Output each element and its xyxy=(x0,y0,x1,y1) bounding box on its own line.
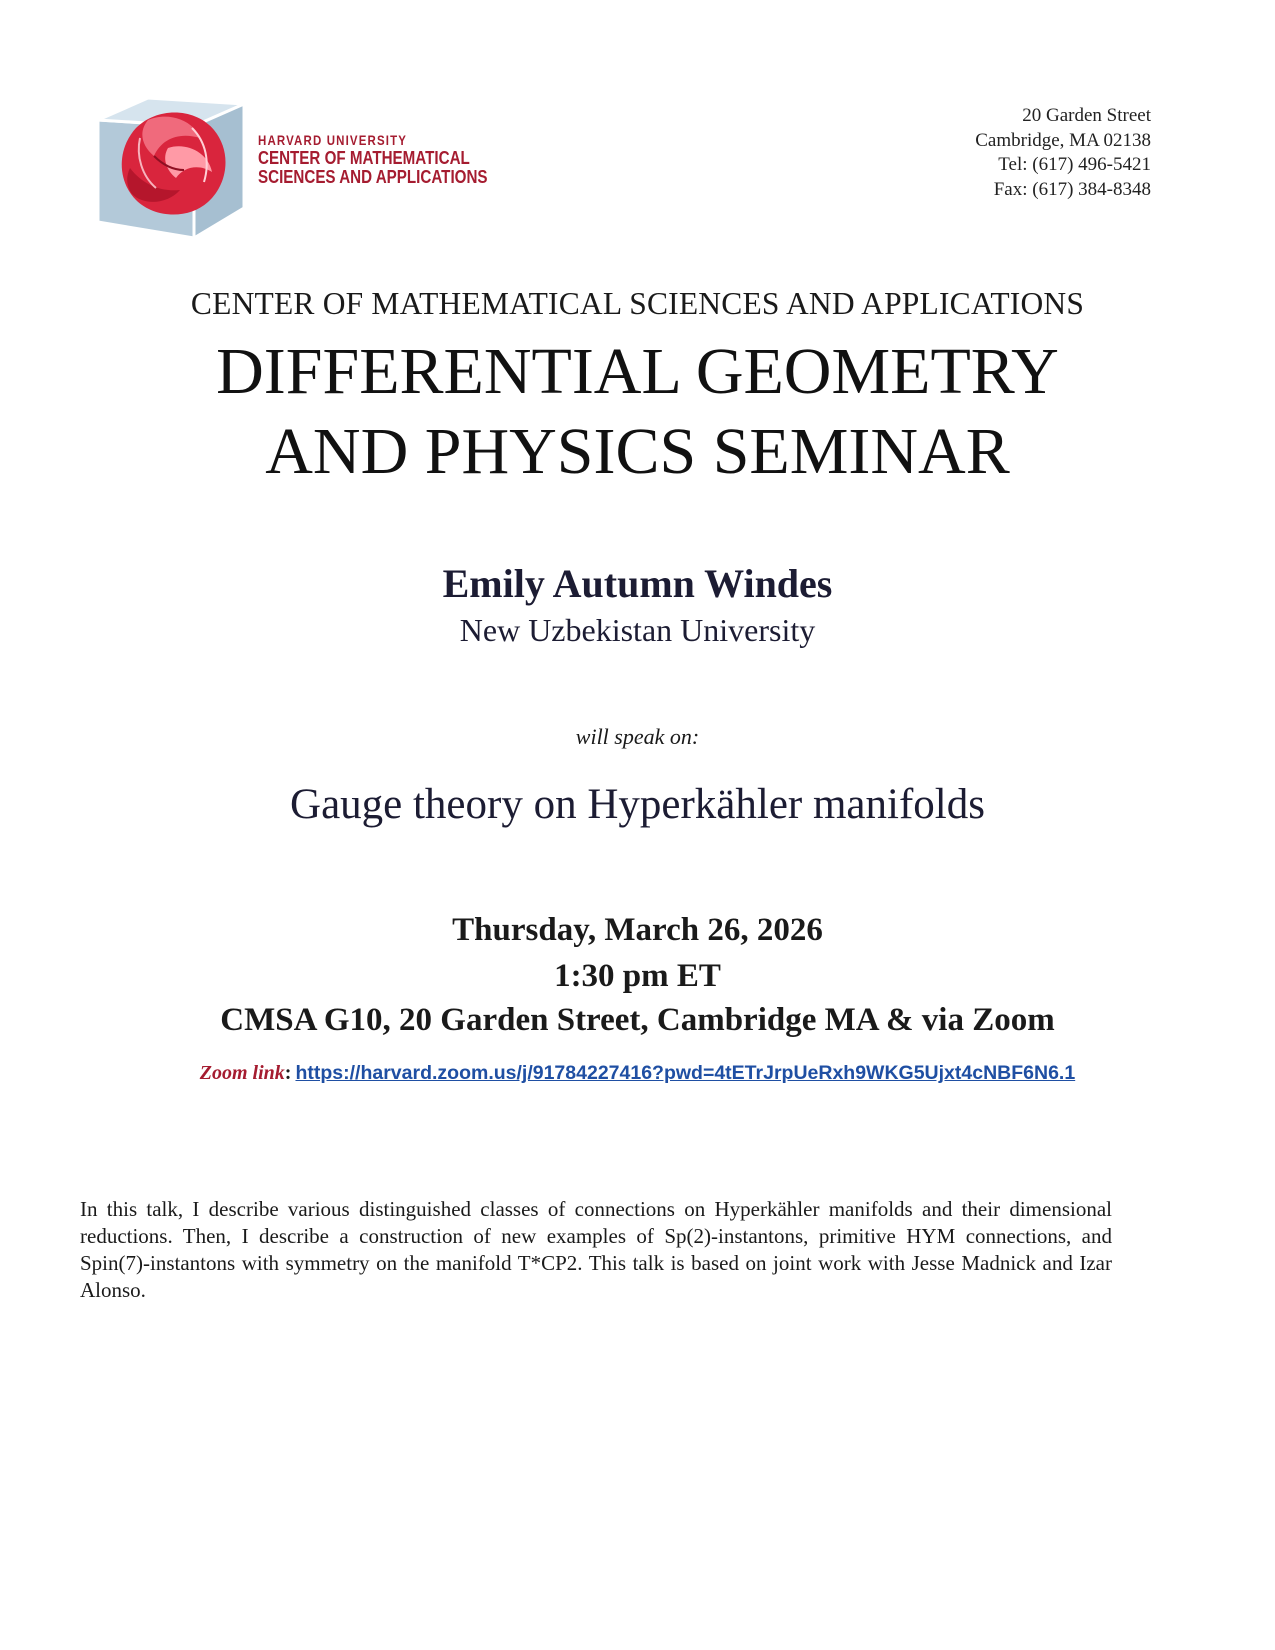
speaker-name: Emily Autumn Windes xyxy=(442,561,833,606)
seminar-title-line1: DIFFERENTIAL GEOMETRY xyxy=(216,335,1059,408)
address-fax: Fax: (617) 384-8348 xyxy=(993,178,1151,200)
logo-wordmark xyxy=(258,132,488,186)
speaker-affiliation: New Uzbekistan University xyxy=(459,612,816,648)
zoom-link-url[interactable]: https://harvard.zoom.us/j/91784227416?pwd=4tETrJrpUeRxh9WKG5Ujxt4cNBF6N6.1 xyxy=(295,1062,1076,1084)
zoom-link-separator: : xyxy=(284,1062,292,1084)
cube-logo-icon xyxy=(96,98,246,238)
event-time: 1:30 pm ET xyxy=(554,958,721,994)
event-date: Thursday, March 26, 2026 xyxy=(452,912,823,948)
cmsa-logo xyxy=(96,98,488,238)
center-name-heading: CENTER OF MATHEMATICAL SCIENCES AND APPLICATIONS xyxy=(190,286,1085,321)
address-street: 20 Garden Street xyxy=(1022,105,1151,126)
event-location: CMSA G10, 20 Garden Street, Cambridge MA & via Zoom xyxy=(220,1002,1055,1038)
address-block xyxy=(975,104,1151,202)
talk-abstract: In this talk, I describe various distinguished classes of connections on Hyperkähler manifolds and their dimensional reductions. Then, I describe a construction of new examples of Sp(2)-instantons, primitive HYM connections, and Spin(7)-instantons with symmetry on the manifold T*CP2. This talk is based on joint work with Jesse Madnick and Izar Alonso. xyxy=(80,1197,1112,1302)
address-city: Cambridge, MA 02138 xyxy=(975,129,1151,151)
logo-line-university: HARVARD UNIVERSITY xyxy=(258,132,408,148)
talk-title: Gauge theory on Hyperkähler manifolds xyxy=(290,781,985,828)
zoom-link-line xyxy=(0,1062,1275,1085)
logo-line-sciences: SCIENCES AND APPLICATIONS xyxy=(258,166,488,187)
logo-line-center: CENTER OF MATHEMATICAL xyxy=(258,147,470,168)
seminar-title-line2: AND PHYSICS SEMINAR xyxy=(265,415,1010,488)
zoom-link-label: Zoom link xyxy=(199,1062,285,1084)
seminar-title xyxy=(0,332,1275,492)
address-tel: Tel: (617) 496-5421 xyxy=(998,154,1151,175)
will-speak-label: will speak on: xyxy=(575,724,700,749)
